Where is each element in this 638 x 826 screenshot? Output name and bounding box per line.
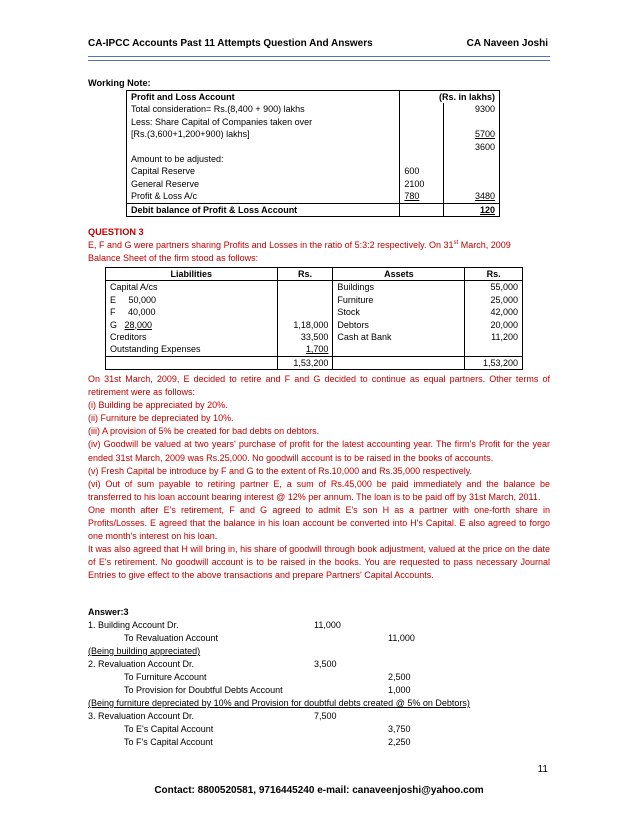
bs-asset-amount: 55,000 <box>465 281 523 294</box>
bs-liability-amount: 1,18,000 <box>293 319 329 330</box>
bs-row <box>106 294 523 306</box>
journal-line <box>88 658 550 671</box>
header-rule <box>88 56 550 57</box>
wn-unit: (Rs. in lakhs) <box>400 91 500 104</box>
wn-row-text: Total consideration= Rs.(8,400 + 900) lakhs <box>127 103 400 115</box>
journal-text: 1. Building Account Dr. <box>88 620 179 630</box>
wn-total-value: 120 <box>479 204 495 215</box>
wn-row-text: Capital Reserve <box>127 165 400 177</box>
bs-asset-label: Debtors <box>333 319 465 331</box>
journal-debit: 3,500 <box>314 659 337 669</box>
journal-credit: 3,750 <box>388 724 411 734</box>
bs-liability-label: Capital A/cs <box>110 282 158 293</box>
journal-line <box>88 645 550 658</box>
question-intro: E, F and G were partners sharing Profits and Losses in the ratio of 5:3:2 respectively. On 31st March, 2009 <box>88 240 511 250</box>
footer-contact: Contact: 8800520581, 9716445240 e-mail: canaveenjoshi@yahoo.com <box>154 785 484 796</box>
balance-sheet-table <box>105 267 523 370</box>
term-paragraph: (v) Fresh Capital be introduce by F and G to the extent of Rs.10,000 and Rs.35,000 respectively. <box>88 465 473 476</box>
wn-row <box>127 116 500 128</box>
journal-text: To E's Capital Account <box>124 724 214 734</box>
term-paragraph: (iv) Goodwill be valued at two years' purchase of profit for the latest accounting year. The firm's Profit for the year ended 31st March, 2009 was Rs.25,000. No goodwill account is to be raised in the books of accounts. <box>88 439 550 463</box>
wn-row <box>127 165 500 177</box>
term-paragraph: One month after E's retirement, F and G agreed to admit E's son H as a partner with one-forth share in Profits/Losses. E agreed that the balance in his loan account be converted into H's Capital. E also agreed to forgo one month's interest on his loan. <box>88 504 550 542</box>
bs-asset-amount: 42,000 <box>465 306 523 318</box>
bs-head-rs1: Rs. <box>277 268 333 281</box>
wn-total-label: Debit balance of Profit & Loss Account <box>127 203 400 216</box>
wn-row-c1: 600 <box>404 166 420 177</box>
term-paragraph: (vi) Out of sum payable to retiring partner E, a sum of Rs.45,000 be paid immediately and the balance be transferred to his loan account bearing interest @ 12% per annum. The loan is to be paid off by 31st March, 2011. <box>88 478 550 502</box>
bs-liability-amount: 33,500 <box>300 332 329 343</box>
journal-line <box>88 736 550 749</box>
wn-row-c2: 9300 <box>474 104 495 115</box>
bs-total-liabilities: 1,53,200 <box>277 356 333 369</box>
wn-row <box>127 190 500 203</box>
journal-line <box>88 710 550 723</box>
bs-row <box>106 306 523 318</box>
journal-entries <box>88 619 550 749</box>
question-intro-2: Balance Sheet of the firm stood as follows: <box>88 253 259 263</box>
journal-credit: 2,500 <box>388 672 411 682</box>
term-paragraph: (iii) A provision of 5% be created for bad debts on debtors. <box>88 426 320 437</box>
wn-row <box>127 128 500 140</box>
wn-row-text: General Reserve <box>127 178 400 190</box>
wn-row <box>127 141 500 153</box>
bs-asset-amount: 11,200 <box>465 331 523 343</box>
wn-row <box>127 153 500 165</box>
bs-row <box>106 343 523 356</box>
bs-asset-amount: 25,000 <box>465 294 523 306</box>
working-note-table <box>126 90 500 217</box>
wn-row-text: [Rs.(3,600+1,200+900) lakhs] <box>127 128 400 140</box>
bs-asset-label: Cash at Bank <box>333 331 465 343</box>
journal-text: (Being furniture depreciated by 10% and Provision for doubtful debts created @ 5% on Debtors) <box>88 698 470 708</box>
journal-text: To F's Capital Account <box>124 737 213 747</box>
bs-head-liabilities: Liabilities <box>106 268 278 281</box>
journal-text: To Provision for Doubtful Debts Account <box>124 685 283 695</box>
journal-credit: 1,000 <box>388 685 411 695</box>
journal-text: 2. Revaluation Account Dr. <box>88 659 195 669</box>
wn-row-c2: 5700 <box>474 129 495 140</box>
header-author: CA Naveen Joshi <box>466 38 548 49</box>
bs-asset-label: Furniture <box>333 294 465 306</box>
wn-row-text <box>127 141 400 153</box>
journal-line <box>88 671 550 684</box>
wn-row-c1: 2100 <box>404 178 425 189</box>
bs-liability-label: Outstanding Expenses <box>110 344 201 355</box>
bs-liability-label: Creditors <box>110 332 147 343</box>
bs-liability-label: E 50,000 <box>110 294 157 305</box>
journal-debit: 11,000 <box>314 620 341 630</box>
bs-liability-label: G <box>110 319 125 330</box>
retirement-terms <box>88 373 550 583</box>
bs-liability-label-u: 28,000 <box>124 319 153 330</box>
bs-asset-amount <box>465 343 523 356</box>
journal-line <box>88 697 550 710</box>
bs-liability-label: F 40,000 <box>110 307 156 318</box>
bs-asset-label: Buildings <box>333 281 465 294</box>
bs-row <box>106 281 523 294</box>
wn-row-text: Profit & Loss A/c <box>127 190 400 203</box>
bs-asset-label: Stock <box>333 306 465 318</box>
bs-asset-label <box>333 343 465 356</box>
journal-text: (Being building appreciated) <box>88 646 201 656</box>
header-title: CA-IPCC Accounts Past 11 Attempts Question And Answers <box>88 38 373 49</box>
journal-line <box>88 619 550 632</box>
bs-row <box>106 319 523 331</box>
bs-head-assets: Assets <box>333 268 465 281</box>
wn-row-text: Less: Share Capital of Companies taken over <box>127 116 400 128</box>
term-paragraph: It was also agreed that H will bring in, his share of goodwill through book adjustment, valued at the price on the date of E's retirement. No goodwill account is to be raised in the books. You are requested to pass necessary Journal Entries to give effect to the above transactions and prepare Partners' Capital Accounts. <box>88 544 550 581</box>
question-title: QUESTION 3 <box>88 227 144 237</box>
bs-total-assets: 1,53,200 <box>465 356 523 369</box>
journal-text: To Furniture Account <box>124 672 207 682</box>
wn-row <box>127 103 500 115</box>
term-paragraph: On 31st March, 2009, E decided to retire and F and G decided to continue as equal partners. Other terms of retirement were as follows: <box>88 374 550 398</box>
bs-asset-amount: 20,000 <box>465 319 523 331</box>
answer-title: Answer:3 <box>88 607 129 617</box>
journal-line <box>88 632 550 645</box>
journal-text: 3. Revaluation Account Dr. <box>88 711 195 721</box>
bs-liability-amount: 1,700 <box>305 344 329 355</box>
header-rule-thin <box>88 60 550 61</box>
page-number: 11 <box>537 764 548 775</box>
bs-head-rs2: Rs. <box>465 268 523 281</box>
journal-credit: 11,000 <box>388 633 415 643</box>
wn-row-c2: 3480 <box>474 191 495 202</box>
term-paragraph: (ii) Furniture be depreciated by 10%. <box>88 413 234 424</box>
journal-line <box>88 723 550 736</box>
bs-row <box>106 331 523 343</box>
wn-row <box>127 178 500 190</box>
wn-title: Profit and Loss Account <box>127 91 400 104</box>
journal-line <box>88 684 550 697</box>
working-note-label: Working Note: <box>88 78 151 88</box>
journal-debit: 7,500 <box>314 711 337 721</box>
journal-text: To Revaluation Account <box>124 633 219 643</box>
wn-row-c1: 780 <box>404 191 420 202</box>
term-paragraph: (i) Building be appreciated by 20%. <box>88 400 228 411</box>
journal-credit: 2,250 <box>388 737 411 747</box>
wn-row-text: Amount to be adjusted: <box>127 153 400 165</box>
wn-row-c2: 3600 <box>474 141 495 152</box>
